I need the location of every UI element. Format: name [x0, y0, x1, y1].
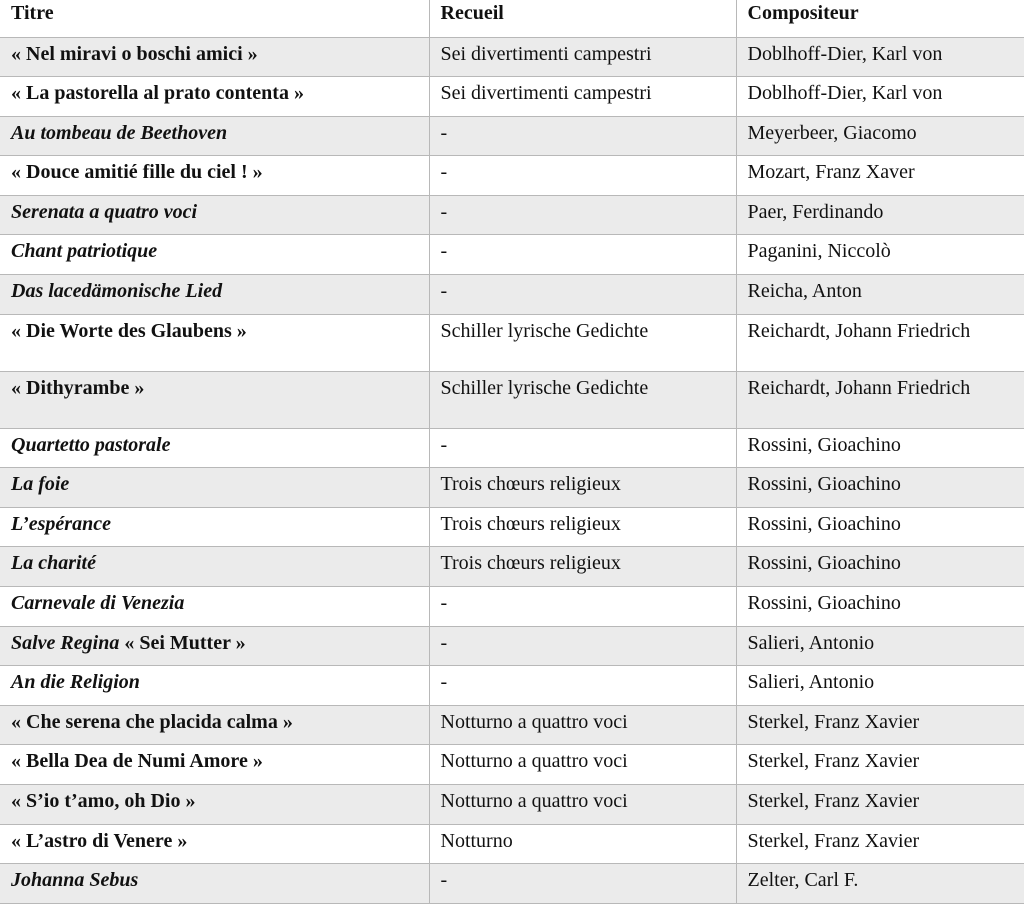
collection-cell: Trois chœurs religieux [429, 507, 736, 547]
table-row [0, 864, 1024, 904]
composer-cell: Zelter, Carl F. [736, 864, 1024, 904]
collection-cell: Sei divertimenti campestri [429, 37, 736, 77]
header-row [0, 0, 1024, 37]
composer-cell: Mozart, Franz Xaver [736, 156, 1024, 196]
header-title: Titre [0, 0, 429, 37]
title-cell: Quartetto pastorale [0, 428, 429, 468]
table-row [0, 705, 1024, 745]
table-row [0, 37, 1024, 77]
collection-cell: Schiller lyrische Gedichte [429, 314, 736, 371]
title-bold-part: « Sei Mutter » [124, 631, 246, 654]
collection-cell: - [429, 666, 736, 706]
composer-cell: Meyerbeer, Giacomo [736, 116, 1024, 156]
title-cell: « L’astro di Venere » [0, 824, 429, 864]
collection-cell: - [429, 156, 736, 196]
header-collection: Recueil [429, 0, 736, 37]
title-cell: « Die Worte des Glaubens » [0, 314, 429, 371]
table-row [0, 314, 1024, 371]
title-cell [0, 626, 429, 666]
title-cell: « S’io t’amo, oh Dio » [0, 785, 429, 825]
table-row [0, 428, 1024, 468]
title-cell: An die Religion [0, 666, 429, 706]
table-row [0, 626, 1024, 666]
table-row [0, 587, 1024, 627]
collection-cell: - [429, 195, 736, 235]
table-row [0, 77, 1024, 117]
title-cell: Das lacedämonische Lied [0, 275, 429, 315]
collection-cell: - [429, 275, 736, 315]
composer-cell: Salieri, Antonio [736, 666, 1024, 706]
table-row [0, 468, 1024, 508]
composer-cell: Rossini, Gioachino [736, 587, 1024, 627]
table-row [0, 116, 1024, 156]
composer-cell: Reichardt, Johann Friedrich [736, 371, 1024, 428]
collection-cell: Notturno [429, 824, 736, 864]
composer-cell: Doblhoff-Dier, Karl von [736, 37, 1024, 77]
title-cell: La charité [0, 547, 429, 587]
composer-cell: Sterkel, Franz Xavier [736, 824, 1024, 864]
title-cell: La foie [0, 468, 429, 508]
collection-cell: - [429, 587, 736, 627]
composer-cell: Rossini, Gioachino [736, 468, 1024, 508]
collection-cell: Schiller lyrische Gedichte [429, 371, 736, 428]
collection-cell: Notturno a quattro voci [429, 705, 736, 745]
composer-cell: Sterkel, Franz Xavier [736, 745, 1024, 785]
title-cell: Au tombeau de Beethoven [0, 116, 429, 156]
title-cell: Johanna Sebus [0, 864, 429, 904]
collection-cell: - [429, 428, 736, 468]
collection-cell: - [429, 116, 736, 156]
table-row [0, 507, 1024, 547]
table-row [0, 666, 1024, 706]
title-cell: Serenata a quatro voci [0, 195, 429, 235]
table-row [0, 195, 1024, 235]
table-row [0, 824, 1024, 864]
table-row [0, 156, 1024, 196]
composer-cell: Paganini, Niccolò [736, 235, 1024, 275]
table-row [0, 745, 1024, 785]
table-row [0, 785, 1024, 825]
title-cell: Carnevale di Venezia [0, 587, 429, 627]
title-cell: L’espérance [0, 507, 429, 547]
composer-cell: Rossini, Gioachino [736, 507, 1024, 547]
title-cell: « Douce amitié fille du ciel ! » [0, 156, 429, 196]
title-cell: « Nel miravi o boschi amici » [0, 37, 429, 77]
composer-cell: Reicha, Anton [736, 275, 1024, 315]
collection-cell: Trois chœurs religieux [429, 547, 736, 587]
composer-cell: Sterkel, Franz Xavier [736, 705, 1024, 745]
composer-cell: Rossini, Gioachino [736, 547, 1024, 587]
collection-cell: Notturno a quattro voci [429, 745, 736, 785]
collection-cell: Trois chœurs religieux [429, 468, 736, 508]
composer-cell: Sterkel, Franz Xavier [736, 785, 1024, 825]
title-italic-part: Salve Regina [11, 631, 120, 654]
collection-cell: Notturno a quattro voci [429, 785, 736, 825]
table-row [0, 235, 1024, 275]
table-row [0, 371, 1024, 428]
table-row [0, 547, 1024, 587]
collection-cell: - [429, 626, 736, 666]
title-cell: Chant patriotique [0, 235, 429, 275]
title-cell: « Dithyrambe » [0, 371, 429, 428]
composer-cell: Paer, Ferdinando [736, 195, 1024, 235]
collection-cell: - [429, 235, 736, 275]
composer-cell: Doblhoff-Dier, Karl von [736, 77, 1024, 117]
title-cell: « La pastorella al prato contenta » [0, 77, 429, 117]
collection-cell: Sei divertimenti campestri [429, 77, 736, 117]
title-cell: « Bella Dea de Numi Amore » [0, 745, 429, 785]
table-row [0, 275, 1024, 315]
composer-cell: Reichardt, Johann Friedrich [736, 314, 1024, 371]
composer-cell: Salieri, Antonio [736, 626, 1024, 666]
title-cell: « Che serena che placida calma » [0, 705, 429, 745]
header-composer: Compositeur [736, 0, 1024, 37]
collection-cell: - [429, 864, 736, 904]
composer-cell: Rossini, Gioachino [736, 428, 1024, 468]
